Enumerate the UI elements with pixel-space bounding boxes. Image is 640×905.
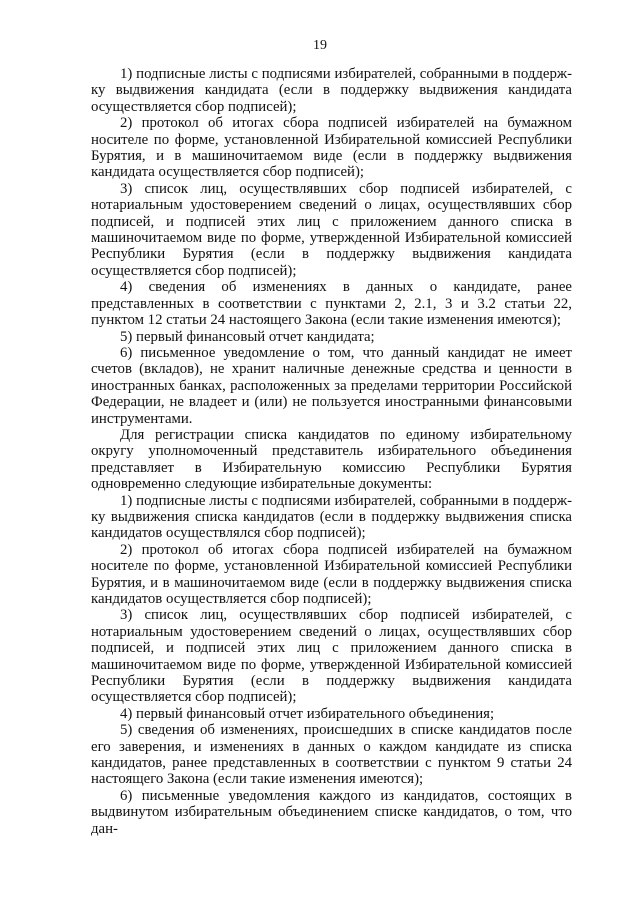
paragraph-9: 2) протокол об итогах сбора подписей избирателей на бумажном носителе по форме, установленной Избирательной комиссией Республики Бурятия, и в машиночитаемом виде (если в поддержку выдвижения списка кандидатов осуществляется сбор подписей); [91, 541, 572, 607]
paragraph-1: 1) подписные листы с подписями избирателей, собранными в поддерж-ку выдвижения кандидата (если в поддержку выдвижения кандидата осуществляется сбор подписей); [91, 66, 572, 115]
paragraph-4: 4) сведения об изменениях в данных о кандидате, ранее представленных в соответствии с пунктами 2, 2.1, 3 и 3.2 статьи 22, пунктом 12 статьи 24 настоящего Закона (если такие изменения имеются); [91, 279, 572, 329]
paragraph-8: 1) подписные листы с подписями избирателей, собранными в поддерж-ку выдвижения списка кандидатов (если в поддержку выдвижения списка кандидатов осуществлялся сбор подписей); [91, 492, 572, 542]
paragraph-3: 3) список лиц, осуществлявших сбор подписей избирателей, с нотариальным удостоверением сведений о лицах, осуществлявших сбор подписей, и подписей этих лиц с приложением данного списка в машиночитаемом виде по форме, утвержденной Избирательной комиссией Республики Бурятия (если в поддержку выдвижения кандидата осуществляется сбор подписей); [91, 180, 572, 279]
paragraph-7: Для регистрации списка кандидатов по единому избирательному округу уполномоченный представитель избирательного объединения представляет в Избирательную комиссию Республики Бурятия одновременно следующие избирательные документы: [91, 426, 572, 493]
paragraph-2: 2) протокол об итогах сбора подписей избирателей на бумажном носителе по форме, установленной Избирательной комиссией Республики Бурятия, и в машиночитаемом виде (если в поддержку выдвижения кандидата осуществляется сбор подписей); [91, 115, 572, 181]
page-number: 19 [313, 38, 327, 53]
paragraph-12: 5) сведения об изменениях, происшедших в списке кандидатов после его заверения, и изменениях в данных о каждом кандидате из списка кандидатов, ранее представленных в соответствии с пунктом 9 статьи 24 настоящего Закона (если такие изменения имеются); [91, 722, 572, 788]
paragraph-11: 4) первый финансовый отчет избирательного объединения; [120, 705, 495, 722]
paragraph-13: 6) письменные уведомления каждого из кандидатов, состоящих в выдвинутом избирательным объединением списке кандидатов, о том, что дан- [91, 787, 572, 837]
paragraph-5: 5) первый финансовый отчет кандидата; [120, 328, 375, 345]
paragraph-10: 3) список лиц, осуществлявших сбор подписей избирателей, с нотариальным удостоверением сведений о лицах, осуществлявших сбор подписей, и подписей этих лиц с приложением данного списка в машиночитаемом виде по форме, утвержденной Избирательной комиссией Республики Бурятия (если в поддержку выдвижения кандидата осуществляется сбор подписей); [91, 607, 572, 706]
paragraph-6: 6) письменное уведомление о том, что данный кандидат не имеет счетов (вкладов), не хранит наличные денежные средства и ценности в иностранных банках, расположенных за пределами территории Российской Федерации, не владеет и (или) не пользуется иностранными финансовыми инструментами. [91, 344, 572, 427]
document-body [91, 66, 572, 837]
